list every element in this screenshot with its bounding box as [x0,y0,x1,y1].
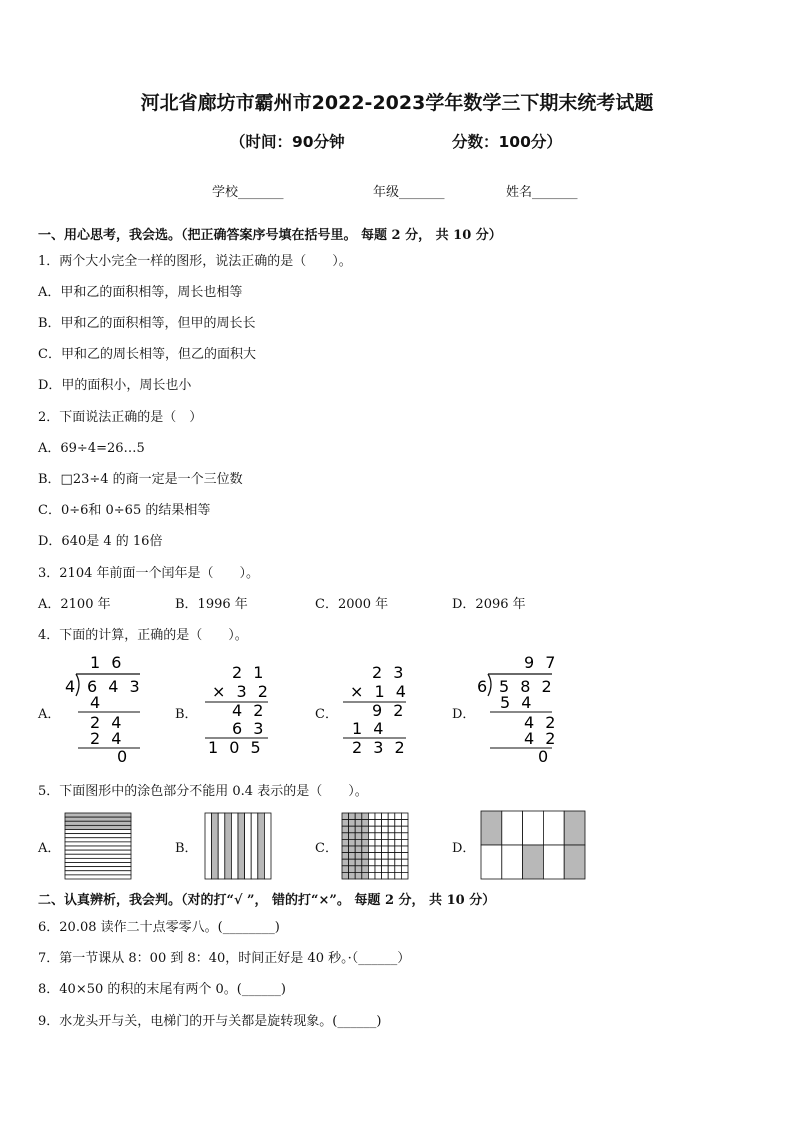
figure-b-strip [245,813,252,879]
figure-c-cell [368,826,375,833]
figure-c-cell [342,846,349,853]
calc-c-partial1: 9 2 [372,701,407,720]
calc-c-product: 2 3 2 [352,738,408,756]
calc-d-quotient: 9 7 [524,654,559,672]
figure-c-cell [382,846,389,853]
figure-a-strip [65,821,131,825]
name-field: 姓名_______ [506,185,578,200]
figure-c-cell [375,839,382,846]
q2-stem: 2．下面说法正确的是（ ） [38,410,203,425]
figure-a-strip [65,825,131,829]
figure-c-cell [342,820,349,827]
q4-calc-c [338,664,418,760]
q5-figure-a [64,812,132,880]
grade-field: 年级_______ [373,185,445,200]
figure-b-strip [212,813,219,879]
calc-a-quotient: 1 6 [90,654,125,672]
figure-a-strip [65,830,131,834]
q1-option-c: C．甲和乙的周长相等，但乙的面积大 [38,347,256,362]
figure-c-cell [375,853,382,860]
figure-b-strip [231,813,238,879]
figure-c-cell [382,839,389,846]
figure-c-cell [349,839,356,846]
figure-c-cell [355,866,362,873]
figure-c-cell [368,846,375,853]
figure-c-cell [375,859,382,866]
figure-b-strip [225,813,232,879]
figure-b-strip [218,813,225,879]
figure-c-cell [342,866,349,873]
figure-d-cell [543,845,564,879]
figure-c-cell [382,826,389,833]
figure-c-cell [388,859,395,866]
figure-b-strip [258,813,265,879]
figure-c-cell [395,813,402,820]
figure-d-cell [502,845,523,879]
figure-c-cell [349,866,356,873]
exam-score: 分数：100分） [452,133,562,151]
figure-c-cell [362,820,369,827]
figure-c-cell [349,853,356,860]
figure-c-cell [401,846,408,853]
figure-a-strip [65,850,131,854]
figure-c-cell [401,813,408,820]
figure-c-cell [362,839,369,846]
figure-c-cell [355,872,362,879]
q3-option-c: C．2000 年 [315,597,389,612]
figure-c-cell [382,859,389,866]
figure-c-cell [388,853,395,860]
figure-c-cell [395,853,402,860]
figure-c-cell [401,820,408,827]
figure-c-cell [349,872,356,879]
calc-b-top: 2 1 [232,664,267,682]
figure-c-cell [368,872,375,879]
figure-c-cell [382,866,389,873]
figure-c-cell [368,833,375,840]
figure-c-cell [388,872,395,879]
figure-a-strip [65,842,131,846]
page-title: 河北省廊坊市霸州市2022-2023学年数学三下期末统考试题 [140,92,654,114]
figure-c-cell [362,846,369,853]
figure-c-cell [401,859,408,866]
figure-c-cell [368,866,375,873]
calc-c-partial2: 1 4 [352,719,387,738]
q3-option-a: A．2100 年 [38,597,111,612]
q5-label-a: A． [38,841,61,856]
figure-c-cell [355,853,362,860]
q4-calc-b [200,664,280,760]
figure-c-cell [375,833,382,840]
figure-c-cell [401,872,408,879]
figure-c-cell [368,859,375,866]
q5-label-d: D． [452,841,476,856]
q2-option-b: B．□23÷4 的商一定是一个三位数 [38,472,243,487]
figure-c-cell [388,813,395,820]
calc-d-step2: 4 2 [524,713,559,732]
figure-c-cell [382,833,389,840]
school-field: 学校_______ [212,185,284,200]
figure-c-cell [395,872,402,879]
figure-c-cell [349,833,356,840]
figure-c-cell [395,839,402,846]
figure-c-cell [382,853,389,860]
figure-d-cell [564,845,585,879]
figure-c-cell [388,820,395,827]
figure-c-cell [382,872,389,879]
figure-a-strip [65,817,131,821]
q5-label-b: B． [175,841,198,856]
figure-c-cell [349,846,356,853]
figure-c-cell [362,853,369,860]
figure-a-strip [65,871,131,875]
figure-c-cell [355,826,362,833]
figure-c-cell [375,846,382,853]
figure-c-cell [401,866,408,873]
q3-stem: 3．2104 年前面一个闰年是（ ）。 [38,566,259,581]
calc-c-top: 2 3 [372,664,407,682]
figure-c-cell [362,813,369,820]
calc-c-multiplier: × 1 4 [350,682,409,701]
q1-option-a: A．甲和乙的面积相等，周长也相等 [38,285,243,300]
q1-option-d: D．甲的面积小，周长也小 [38,378,192,393]
q5-figure-d [480,810,586,880]
calc-a-remainder: 0 [117,747,131,764]
figure-c-cell [342,853,349,860]
figure-c-cell [375,820,382,827]
q4-label-a: A． [38,707,61,722]
figure-a-strip [65,838,131,842]
calc-d-remainder: 0 [538,747,552,764]
figure-a-strip [65,813,131,817]
figure-c-cell [401,833,408,840]
figure-b-strip [264,813,271,879]
figure-c-cell [395,826,402,833]
calc-d-step1: 5 4 [500,693,535,712]
calc-a-dividend: 6 4 3 [87,677,143,696]
figure-d-cell [564,811,585,845]
figure-c-cell [342,839,349,846]
figure-c-cell [401,826,408,833]
figure-c-cell [368,839,375,846]
calc-b-multiplier: × 3 2 [212,682,271,701]
figure-b-strip [205,813,212,879]
figure-a-strip [65,854,131,858]
q1-option-b: B．甲和乙的面积相等，但甲的周长长 [38,316,256,331]
figure-d-cell [481,811,502,845]
q4-calc-a [60,654,150,768]
exam-time: （时间：90分钟 [230,133,345,151]
q4-label-c: C． [315,707,338,722]
figure-c-cell [349,826,356,833]
figure-a-strip [65,875,131,879]
section1-heading: 一、用心思考，我会选。（把正确答案序号填在括号里。 每题 2 分， 共 10 分） [38,228,502,243]
figure-c-cell [355,846,362,853]
figure-c-cell [368,820,375,827]
calc-b-partial1: 4 2 [232,701,267,720]
calc-d-divisor: 6 [477,677,491,696]
section2-heading: 二、认真辨析，我会判。（对的打“√ ”， 错的打“×”。 每题 2 分， 共 10 分） [38,893,496,908]
figure-c-cell [395,859,402,866]
figure-c-cell [355,820,362,827]
figure-c-cell [375,813,382,820]
figure-c-cell [362,866,369,873]
figure-c-cell [349,820,356,827]
q3-option-d: D．2096 年 [452,597,526,612]
calc-a-step2: 2 4 [90,713,125,732]
figure-c-cell [375,872,382,879]
figure-c-cell [375,866,382,873]
figure-b-strip [238,813,245,879]
figure-c-cell [349,859,356,866]
q7-text: 7．第一节课从 8：00 到 8：40，时间正好是 40 秒。·（______） [38,951,411,966]
q4-stem: 4．下面的计算，正确的是（ ）。 [38,628,248,643]
q2-option-d: D．640是 4 的 16倍 [38,534,163,549]
figure-c-cell [388,839,395,846]
q5-label-c: C． [315,841,338,856]
figure-d-cell [502,811,523,845]
figure-c-cell [355,839,362,846]
figure-d-cell [543,811,564,845]
figure-c-cell [355,833,362,840]
q3-option-b: B．1996 年 [175,597,248,612]
figure-c-cell [388,846,395,853]
figure-b-strip [251,813,258,879]
figure-a-strip [65,834,131,838]
figure-c-cell [368,813,375,820]
figure-c-cell [382,820,389,827]
q1-stem: 1．两个大小完全一样的图形，说法正确的是（ ）。 [38,254,352,269]
figure-c-cell [395,866,402,873]
calc-b-product: 1 0 5 [208,738,264,756]
figure-c-cell [401,853,408,860]
figure-c-cell [395,846,402,853]
q4-calc-d [472,654,562,768]
q2-option-c: C．0÷6和 0÷65 的结果相等 [38,503,211,518]
calc-d-step3: 4 2 [524,729,559,748]
figure-a-strip [65,858,131,862]
figure-c-cell [349,813,356,820]
figure-c-cell [342,826,349,833]
q4-label-b: B． [175,707,198,722]
figure-c-cell [401,839,408,846]
figure-d-cell [481,845,502,879]
figure-c-cell [368,853,375,860]
calc-a-step1: 4 [90,693,104,712]
figure-c-cell [375,826,382,833]
figure-c-cell [342,813,349,820]
q5-figure-c [341,812,409,880]
figure-c-cell [355,859,362,866]
figure-c-cell [388,833,395,840]
q5-stem: 5．下面图形中的涂色部分不能用 0.4 表示的是（ ）。 [38,784,368,799]
figure-c-cell [362,826,369,833]
figure-c-cell [395,833,402,840]
q9-text: 9．水龙头开与关，电梯门的开与关都是旋转现象。(______) [38,1014,382,1029]
q2-option-a: A．69÷4=26…5 [38,441,145,456]
figure-c-cell [362,872,369,879]
figure-c-cell [395,820,402,827]
figure-c-cell [382,813,389,820]
figure-c-cell [342,859,349,866]
calc-d-dividend: 5 8 2 [499,677,555,696]
figure-c-cell [355,813,362,820]
q6-text: 6．20.08 读作二十点零零八。(________) [38,920,280,935]
q4-label-d: D． [452,707,476,722]
figure-d-cell [523,811,544,845]
figure-c-cell [388,866,395,873]
calc-a-step3: 2 4 [90,729,125,748]
calc-b-partial2: 6 3 [232,719,267,738]
q8-text: 8．40×50 的积的末尾有两个 0。(______) [38,982,286,997]
figure-a-strip [65,863,131,867]
figure-c-cell [388,826,395,833]
calc-a-divisor: 4 [65,677,79,696]
figure-c-cell [342,872,349,879]
figure-a-strip [65,846,131,850]
figure-a-strip [65,867,131,871]
figure-c-cell [362,859,369,866]
figure-c-cell [342,833,349,840]
figure-d-cell [523,845,544,879]
figure-c-cell [362,833,369,840]
q5-figure-b [204,812,272,880]
